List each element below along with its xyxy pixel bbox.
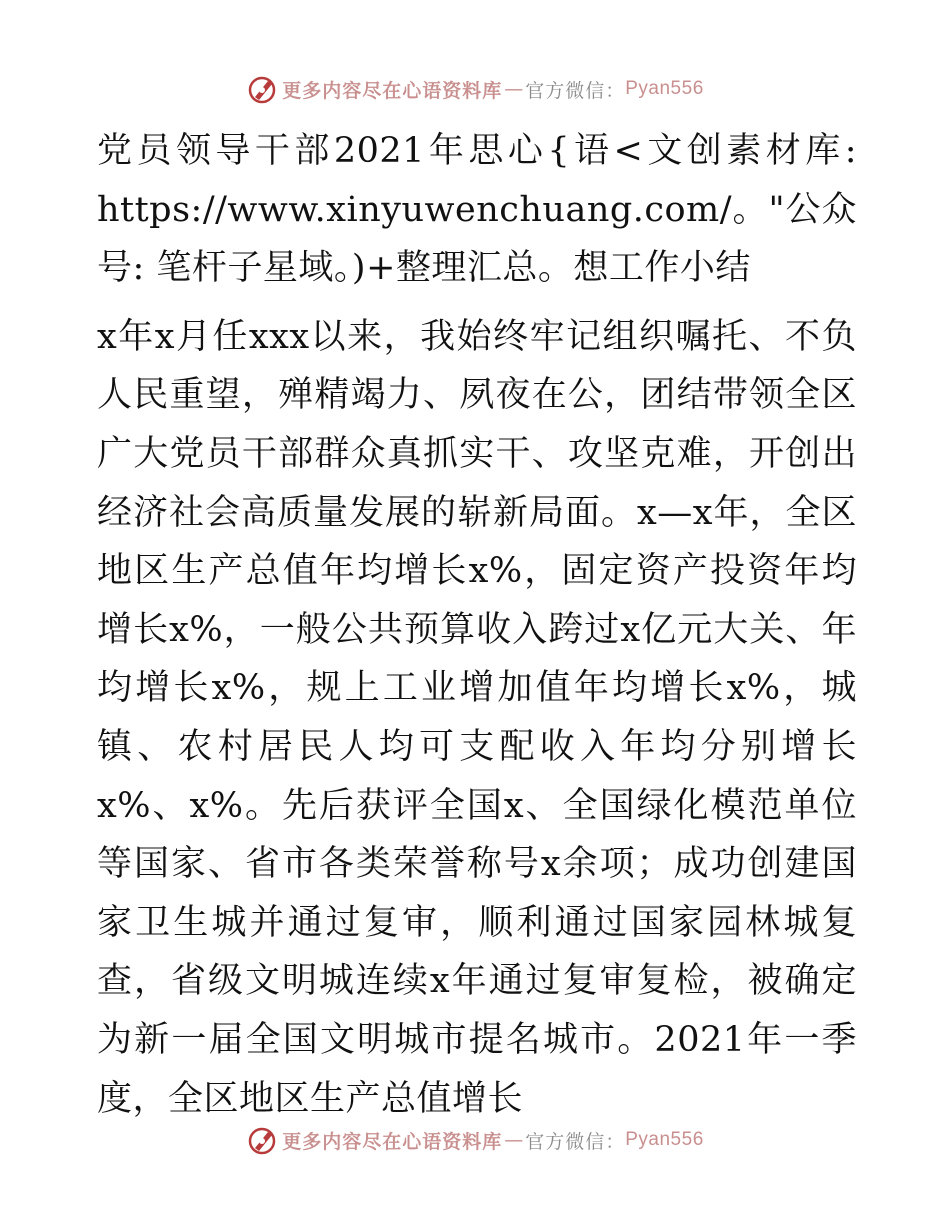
banner-wechat-id: Pyan556 — [625, 1129, 704, 1150]
banner-slogan: 更多内容尽在心语资料库 — [282, 79, 503, 102]
banner-dash: — — [504, 1129, 524, 1151]
banner-wechat-label: 官方微信： — [525, 79, 626, 102]
document-content — [97, 122, 857, 1128]
pen-logo-icon — [246, 73, 278, 105]
banner-wechat-id: Pyan556 — [625, 78, 704, 99]
pen-logo-icon — [246, 1124, 278, 1156]
banner-wechat-label: 官方微信： — [525, 1130, 626, 1153]
banner-slogan: 更多内容尽在心语资料库 — [282, 1130, 503, 1153]
document-paragraph: x年x月任xxx以来，我始终牢记组织嘱托、不负人民重望，殚精竭力、夙夜在公，团结带领全区广大党员干部群众真抓实干、攻坚克难，开创出经济社会高质量发展的崭新局面。x—x年，全区地区生产总值年均增长x%，固定资产投资年均增长x%，一般公共预算收入跨过x亿元大关、年均增长x%，规上工业增加值年均增长x%，城镇、农村居民人均可支配收入年均分别增长x%、x%。先后获评全国x、全国绿化模范单位等国家、省市各类荣誉称号x余项；成功创建国家卫生城并通过复审，顺利通过国家园林城复查，省级文明城连续x年通过复审复检，被确定为新一届全国文明城市提名城市。2021年一季度，全区地区生产总值增长 — [97, 316, 857, 1119]
banner-dash: — — [504, 78, 524, 100]
header-banner — [0, 72, 950, 106]
document-title: 党员领导干部2021年思心{语<文创素材库: https://www.xinyuwenchuang.com/。"公众号: 笔杆子星域。)+整理汇总。想工作小结 — [97, 131, 857, 289]
footer-banner — [0, 1123, 950, 1157]
